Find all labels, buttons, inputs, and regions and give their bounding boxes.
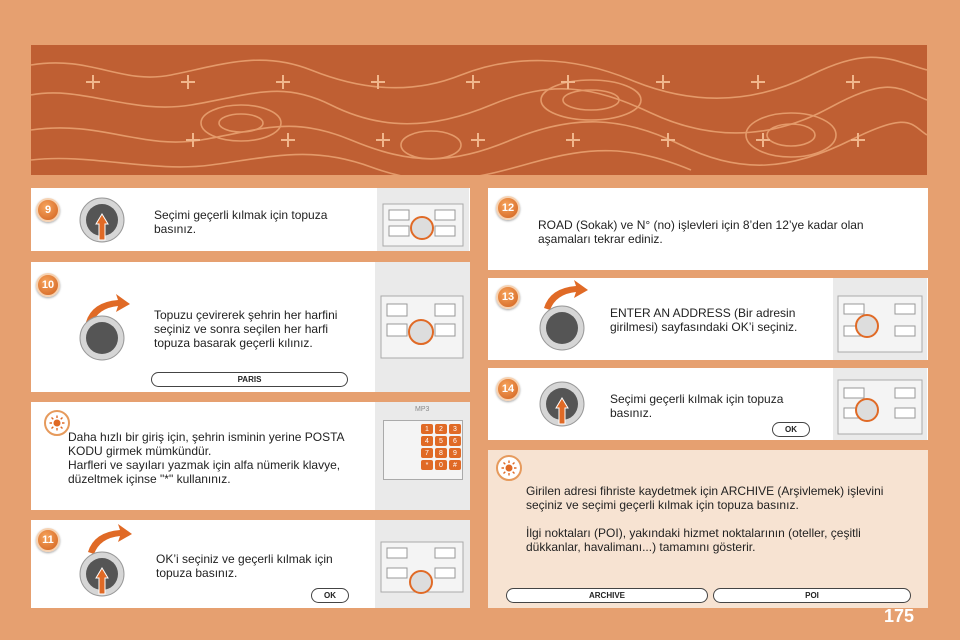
step-badge-11: 11 xyxy=(36,528,60,552)
step-badge-9: 9 xyxy=(36,198,60,222)
control-panel-icon xyxy=(833,278,927,360)
step-badge-10: 10 xyxy=(36,273,60,297)
keypad-key: 9 xyxy=(449,448,461,458)
knob-icon xyxy=(72,310,132,370)
step-badge-13: 13 xyxy=(496,285,520,309)
ok-pill: OK xyxy=(772,422,810,437)
keypad-icon xyxy=(375,402,470,510)
topographic-banner xyxy=(31,45,927,175)
keypad-key: * xyxy=(421,460,433,470)
lightbulb-icon xyxy=(44,410,70,436)
knob-icon xyxy=(532,300,592,360)
lightbulb-icon xyxy=(496,455,522,481)
step-9-text: Seçimi geçerli kılmak için topuza basınız. xyxy=(154,208,328,236)
step-14-text: Seçimi geçerli kılmak için topuza basınız. xyxy=(610,392,784,420)
knob-press-icon xyxy=(72,192,132,252)
control-panel-icon xyxy=(375,520,470,608)
control-panel-icon xyxy=(833,368,927,440)
knob-press-icon xyxy=(72,546,132,606)
control-panel-icon xyxy=(377,188,469,251)
keypad-key: 2 xyxy=(435,424,447,434)
archive-pill: ARCHIVE xyxy=(506,588,708,603)
control-panel-icon xyxy=(375,262,470,392)
step-11-text: OK’i seçiniz ve geçerli kılmak için topuza basınız. xyxy=(156,552,333,580)
step-badge-14: 14 xyxy=(496,377,520,401)
step-10-text: Topuzu çevirerek şehrin her harfini seçiniz ve sonra seçilen her harfi topuza basarak geçerli kılınız. xyxy=(154,308,338,350)
step-12-text: ROAD (Sokak) ve N° (no) işlevleri için 8’den 12’ye kadar olan aşamaları tekrar ediniz. xyxy=(538,218,864,246)
keypad-key: # xyxy=(449,460,461,470)
knob-press-icon xyxy=(532,376,592,436)
keypad-key: 3 xyxy=(449,424,461,434)
step-badge-12: 12 xyxy=(496,196,520,220)
tip-2-paragraph-2: İlgi noktaları (POI), yakındaki hizmet noktalarının (oteller, çeşitli dükkanlar, havalimanı...) tamamını gösterir. xyxy=(526,526,861,554)
keypad-key: 5 xyxy=(435,436,447,446)
keypad-key: 7 xyxy=(421,448,433,458)
tip-1-text: Daha hızlı bir giriş için, şehrin isminin yerine POSTA KODU girmek mümkündür. Harfleri ve sayıları yazmak için alfa nümerik klavye, düzeltmek içinse "*" kullanınız. xyxy=(68,430,344,486)
keypad-key: 6 xyxy=(449,436,461,446)
step-13-text: ENTER AN ADDRESS (Bir adresin girilmesi) sayfasındaki OK’i seçiniz. xyxy=(610,306,798,334)
keypad-label: MP3 xyxy=(415,406,430,413)
tip-2-paragraph-1: Girilen adresi fihriste kaydetmek için ARCHIVE (Arşivlemek) işlevini seçiniz ve seçimi geçerli kılmak için topuza basınız. xyxy=(526,484,884,512)
ok-pill: OK xyxy=(311,588,349,603)
paris-pill: PARIS xyxy=(151,372,348,387)
keypad-key: 1 xyxy=(421,424,433,434)
contour-map-icon xyxy=(31,45,927,175)
keypad-key: 0 xyxy=(435,460,447,470)
keypad-key: 8 xyxy=(435,448,447,458)
page-number: 175 xyxy=(884,606,915,626)
keypad-key: 4 xyxy=(421,436,433,446)
poi-pill: POI xyxy=(713,588,911,603)
